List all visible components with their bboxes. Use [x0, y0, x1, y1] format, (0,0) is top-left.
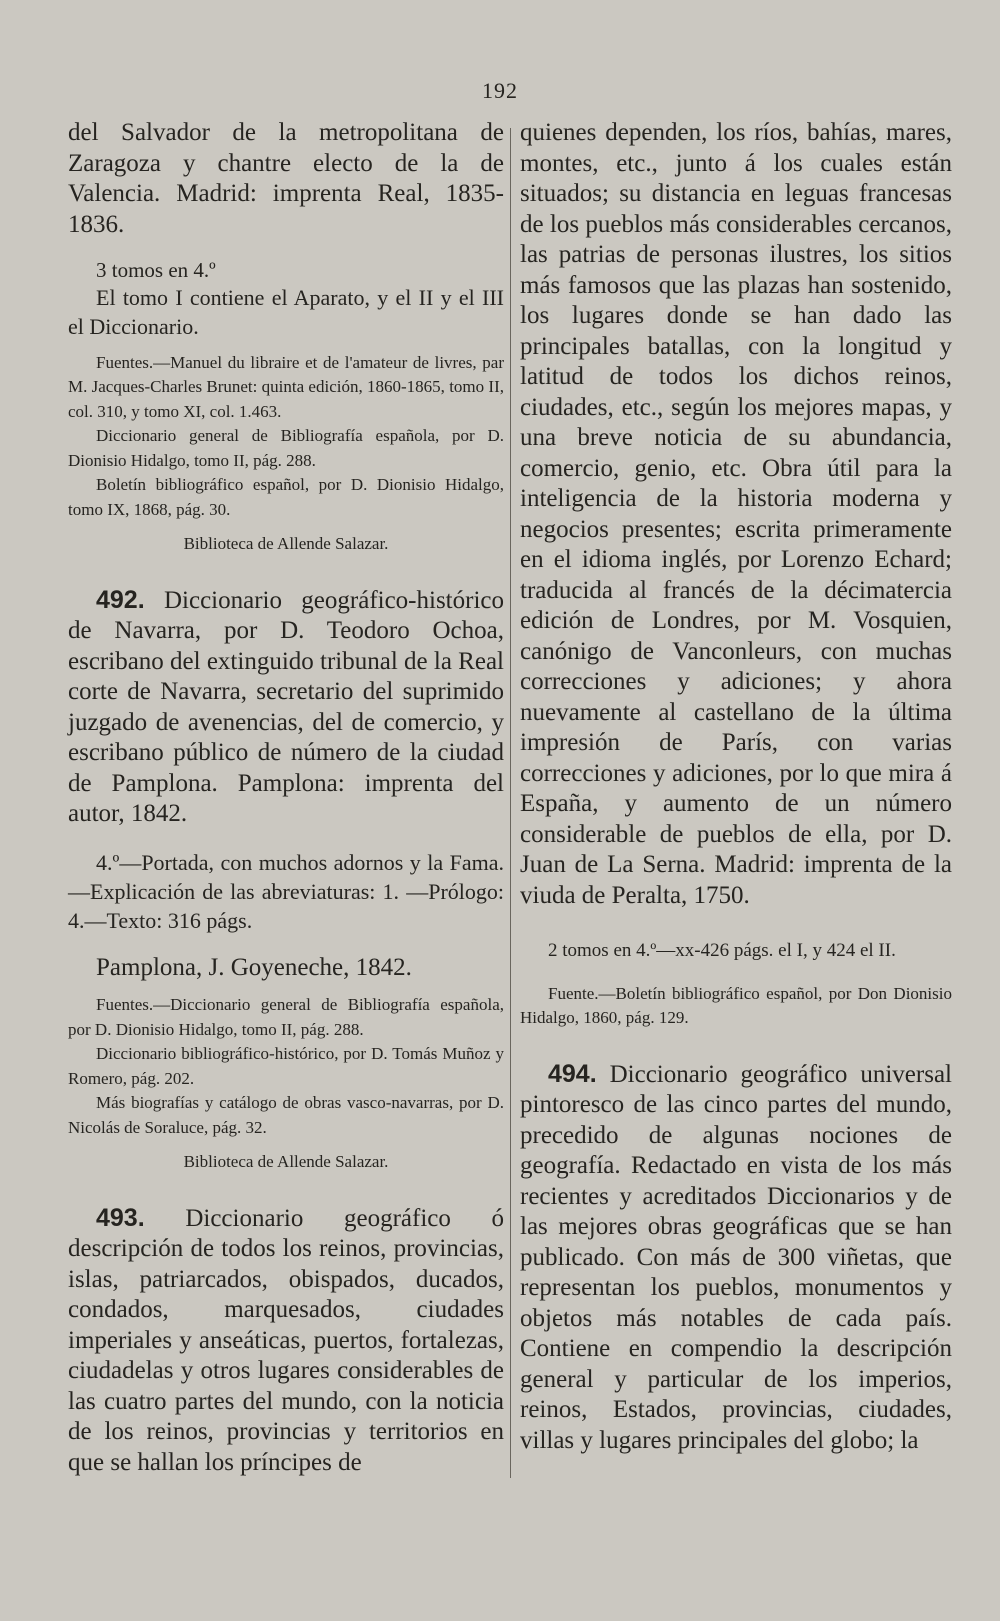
entry-491-note: El tomo I contiene el Aparato, y el II y el III el Diccionario. [68, 284, 504, 339]
entry-493-title-continued: quienes dependen, los ríos, bahías, mares, montes, etc., junto á los cuales están situados; su distancia en leguas francesas de los pueblos más considerables cercanos, las patrias de personas ilustres, los sitios más famosos que las plazas han sostenido, los lugares donde se han dado las principales batallas, con la longitud y latitud de todos los dichos reinos, ciudades, etc., según los mejores mapas, y una breve noticia de su abundancia, comercio, genio, etc. Obra útil para la inteligencia de la historia moderna y negocios presentes; escrita primeramente en el idioma inglés, por Lorenzo Echard; traducida al francés de la décimatercia edición de Londres, por M. Vosquien, canónigo de Vanconleurs, con muchas correcciones y adiciones; y ahora nuevamente al castellano de la última impresión de París, con varias correcciones y adiciones, por lo que mira á España, y aumento de un número considerable de pueblos de ella, por D. Juan de La Serna. Madrid: imprenta de la viuda de Peralta, 1750. [520, 119, 952, 909]
entry-492-sources: Fuentes.—Diccionario general de Bibliografía española, por D. Dionisio Hidalgo, tomo II, pág. 288. [68, 995, 504, 1039]
entry-491-source-3: Boletín bibliográfico español, por D. Dionisio Hidalgo, tomo IX, 1868, pág. 30. [68, 475, 504, 519]
entry-494-number: 494. [548, 1059, 597, 1088]
entry-493-sources: Fuente.—Boletín bibliográfico español, por Don Dionisio Hidalgo, 1860, pág. 129. [520, 983, 952, 1027]
entry-491-tail: del Salvador de la metropolitana de Zaragoza y chantre electo de la de Valencia. Madrid: imprenta Real, 1835-1836. [68, 119, 504, 238]
entry-494-title: Diccionario geográfico universal pintoresco de las cinco partes del mundo, precedido de algunas nociones de geografía. Redactado en vista de los más recientes y acreditados Diccionarios y de las mejores obras geográficas que se han publicado. Con más de 300 viñetas, que representan los pueblos, monumentos y objetos más notables de cada país. Contiene en compendio la descripción general y particular de los imperios, reinos, Estados, provincias, ciudades, villas y lugares principales del globo; la [520, 1060, 953, 1454]
entry-493-title-start: Diccionario geográfico ó descripción de todos los reinos, provincias, islas, patriarcados, obispados, ducados, condados, marquesados, ciudades imperiales y anseáticas, puertos, fortalezas, ciudadelas y otros lugares considerables de las cuatro partes del mundo, con la noticia de los reinos, provincias y territorios en que se hallan los príncipes de [68, 1204, 505, 1476]
left-column [68, 118, 504, 1478]
column-divider [510, 128, 511, 1478]
entry-492-number: 492. [96, 585, 145, 614]
entry-491-source-2: Diccionario general de Bibliografía española, por D. Dionisio Hidalgo, tomo II, pág. 288. [68, 426, 504, 470]
entry-492-library: Biblioteca de Allende Salazar. [183, 1152, 389, 1171]
right-column [520, 118, 952, 1456]
entry-491-volumes: 3 tomos en 4.º [96, 258, 216, 282]
entry-493-description: 2 tomos en 4.º—xx-426 págs. el I, y 424 el II. [548, 940, 896, 961]
entry-492 [68, 585, 504, 830]
entry-492-source-2: Diccionario bibliográfico-histórico, por D. Tomás Muñoz y Romero, pág. 202. [68, 1044, 504, 1088]
entry-491-library: Biblioteca de Allende Salazar. [183, 534, 389, 553]
entry-492-description: 4.º—Portada, con muchos adornos y la Fama.—Explicación de las abreviaturas: 1. —Prólogo: 4.—Texto: 316 págs. [68, 849, 504, 933]
entry-494 [520, 1059, 952, 1457]
entry-492-source-3: Más biografías y catálogo de obras vasco-navarras, por D. Nicolás de Soraluce, pág. 32. [68, 1093, 504, 1137]
entry-491-sources: Fuentes.—Manuel du libraire et de l'amateur de livres, par M. Jacques-Charles Brunet: quinta edición, 1860-1865, tomo II, col. 310, y tomo XI, col. 1.463. [68, 352, 504, 421]
entry-493-number: 493. [96, 1203, 145, 1232]
entry-492-title: Diccionario geográfico-histórico de Navarra, por D. Teodoro Ochoa, escribano del extinguido tribunal de la Real corte de Navarra, secretario del suprimido juzgado de avenencias, del de comercio, y escribano público de número de la ciudad de Pamplona. Pamplona: imprenta del autor, 1842. [68, 586, 504, 827]
page-number: 192 [482, 78, 518, 103]
entry-492-colophon: Pamplona, J. Goyeneche, 1842. [96, 953, 412, 981]
entry-493-start [68, 1203, 504, 1479]
